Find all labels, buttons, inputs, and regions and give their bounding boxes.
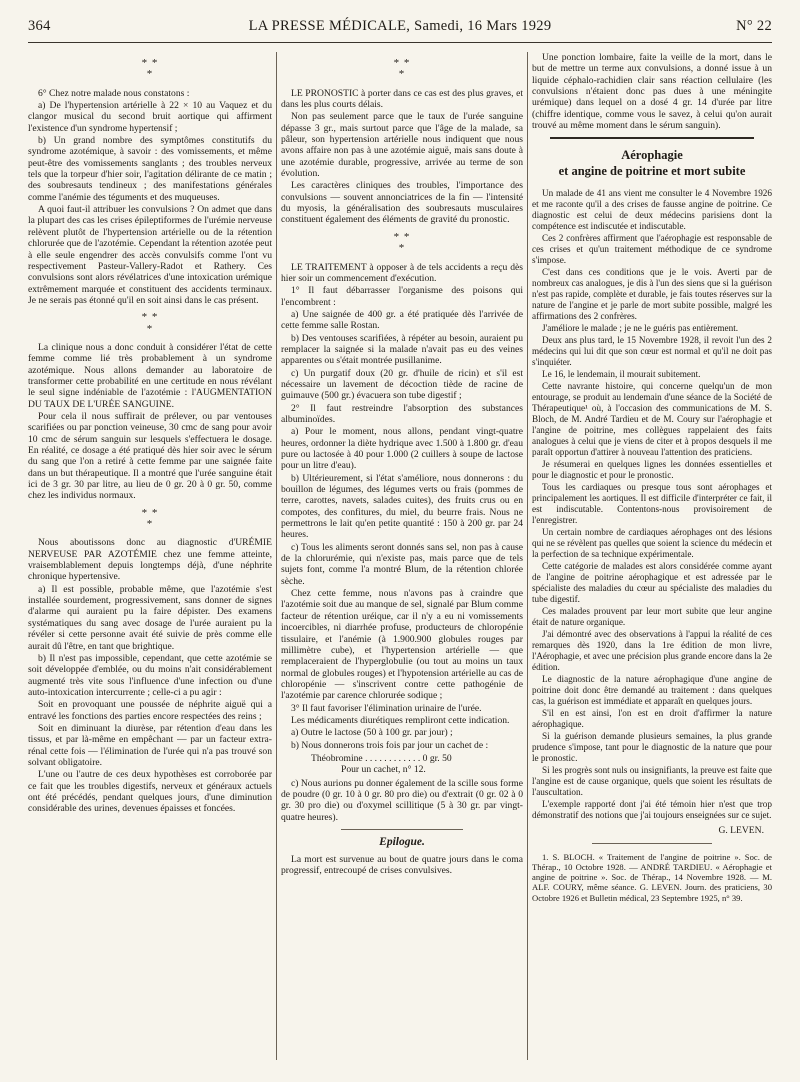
paragraph: Un certain nombre de cardiaques aérophages ont des lésions qui ne se révèlent pas quelles que soient la science du médecin et la perfection de sa technique expérimentale. — [532, 527, 772, 560]
paragraph: a) De l'hypertension artérielle à 22 × 10 au Vaquez et du clangor musical du second bruit aortique qui affirment l'existence d'un syndrome hypertensif ; — [28, 100, 272, 134]
paragraph: a) Une saignée de 400 gr. a été pratiquée dès l'arrivée de cette femme salle Rostan. — [281, 308, 523, 332]
column-3 — [532, 52, 772, 1060]
paragraph: a) Il est possible, probable même, que l'azotémie s'est installée sourdement, progressivement, sans donner de signes d'alarme qui auraient pu la faire dépister. Des examens systématiques du sang avec dosage de l'urée auraient pu la révéler si cette personne avait été suivie de près comme elle aurait dû l'être, en tant que brightique. — [28, 583, 272, 652]
paragraph: Je résumerai en quelques lignes les données essentielles et pour le diagnostic et pour le pronostic. — [532, 459, 772, 481]
paragraph: LE TRAITEMENT à opposer à de tels accidents a reçu dès hier soir un commencement d'exécution. — [281, 261, 523, 284]
asterism: * * * — [141, 57, 159, 81]
asterism: * * * — [393, 230, 411, 255]
paragraph: La clinique nous a donc conduit à considérer l'état de cette femme comme lié très probablement à un syndrome azotémique. Nous allons demander au laboratoire de transformer cette probabilité en une certitude en nous révélant le seul signe indéniable de l'azotémie : l'AUGMENTATION DU TAUX DE L'URÉE SANGUINE. — [28, 341, 272, 410]
paragraph: Si la guérison demande plusieurs semaines, la plus grande prudence s'impose, tant pour le diagnostic de la nature que pour le pronostic. — [532, 731, 772, 764]
journal-title: LA PRESSE MÉDICALE, Samedi, 16 Mars 1929 — [248, 18, 552, 34]
issue-number: N° 22 — [736, 18, 772, 34]
paragraph: a) Outre le lactose (50 à 100 gr. par jour) ; — [291, 727, 453, 739]
article-rule — [550, 137, 754, 139]
paragraph: J'améliore le malade ; je ne le guéris pas entièrement. — [542, 323, 739, 334]
paragraph: L'exemple rapporté dont j'ai été témoin hier n'est que trop démonstratif des notions que j'ai toujours enseignées sur ce sujet. — [532, 799, 772, 821]
paragraph: Le 16, le lendemain, il mourait subitement. — [542, 369, 701, 380]
paragraph: b) Nous donnerons trois fois par jour un cachet de : — [291, 739, 489, 751]
asterism: * * * — [393, 57, 411, 81]
paragraph: a) Pour le moment, nous allons, pendant vingt-quatre heures, ordonner la diète hydrique avec 1.500 à 1.800 gr. d'eau pure ou lactosée à 40 pour 1.000 (2 cuillers à soupe de lactose pour un litre d'eau). — [281, 426, 523, 472]
paragraph: Les caractères cliniques des troubles, l'importance des convulsions — souvent annonciatrices de la fin — l'intensité du myosis, la généralisation des soubresauts musculaires constituent également des éléments de gravité du pronostic. — [281, 180, 523, 226]
paragraph: Chez cette femme, nous n'avons pas à craindre que l'azotémie soit due au manque de sel, signalé par Blum comme facteur de rétention uréique, car il n'y a eu ni vomissements incoercibles, ni diarrhée profuse, producteurs de chloropénie tissulaire, et l'anémie (à 1.900.900 globules rouges par millimètre cube), et l'hypertension artérielle — que remplaceraient de l'hyperglobulie (ou tout au moins un taux normal de globules rouges) et l'hypotension artérielle au cas de chloropénie — s'inscrivent contre cette pathogénie de l'azotémie par carence chlorurée sodique ; — [281, 588, 523, 702]
paragraph: J'ai démontré avec des observations à l'appui la réalité de ces remarques dès 1920, dans la 1re édition de mon livre, l'Aérophagie, et avec une précision plus grande encore dans la 2e édition. — [532, 629, 772, 673]
prescription-line: Théobromine . . . . . . . . . . . . 0 gr. 50 — [311, 752, 452, 764]
column-divider — [527, 52, 528, 1060]
paragraph: S'il en est ainsi, l'on est en droit d'affirmer la nature aérophagique. — [532, 708, 772, 730]
page-number: 364 — [28, 18, 51, 34]
paragraph: Ces malades prouvent par leur mort subite que leur angine était de nature organique. — [532, 606, 772, 628]
paragraph: b) Un grand nombre des symptômes constitutifs du syndrome azotémique, à savoir : des vomissements, et même peut-être des vomissements sanglants ; des troubles nerveux tels que la torpeur d'hier soir, l'agitation délirante de ce matin ; des soubresauts tendineux ; des manifestations générales comme l'anémie des téguments et des muqueuses. — [28, 135, 272, 203]
asterism: * * * — [141, 506, 159, 531]
prescription-line: Pour un cachet, n° 12. — [341, 764, 426, 776]
paragraph: C'est dans ces conditions que je le vois. Averti par de nombreux cas analogues, je dis à l'un des siens que si la guérison n'est pas rapide, complète et durable, je fais toutes réserves sur la nature de l'angine et je parle de mort subite possible, malgré les affirmations des 2 confrères. — [532, 267, 772, 322]
paragraph: c) Tous les aliments seront donnés sans sel, non pas à cause de la chlorurémie, qui n'existe pas, mais parce que de tels sujets font, comme l'a montré Blum, de la rétention chlorée sèche. — [281, 541, 523, 587]
paragraph: Une ponction lombaire, faite la veille de la mort, dans le but de mettre un terme aux convulsions, a donné issue à un liquide céphalo-rachidien clair sans réaction cellulaire (les convulsions n'étaient donc pas dues à une méningite urémique) dans lequel on a dosé 4 gr. 14 d'urée par litre (chiffre identique, comme vous le savez, à celui qu'on aurait trouvé au même moment dans le sérum sanguin). — [532, 52, 772, 132]
paragraph: A quoi faut-il attribuer les convulsions ? On admet que dans la plupart des cas les crises épileptiformes de l'urémie nerveuse relèvent plutôt de l'hypertension artérielle ou de la rétention chlorurée que de l'azotémie. Cependant la rétention azotée peut à elle seule engendrer des accès convulsifs comme l'ont vu respectivement Pasteur-Vallery-Radot et Rathery. Ces convulsions sont alors révélatrices d'une intoxication urémique extrêmement marquée et constituent des accidents terminaux. Je ne serais pas étonné qu'il en soit ainsi dans le cas présent. — [28, 204, 272, 306]
paragraph: Un malade de 41 ans vient me consulter le 4 Novembre 1926 et me raconte qu'il a des crises de fausse angine de poitrine. Ce diagnostic est celui de deux médecins parisiens dont la compétence est indiscutée et indiscutable. — [532, 188, 772, 232]
section-rule — [341, 829, 463, 830]
paragraph: L'une ou l'autre de ces deux hypothèses est corroborée par ce fait que les troubles digestifs, nerveux et généraux actuels ont été précédés, pendant quelques jours, d'une diminution considérable des urines, devenues épaisses et foncées. — [28, 769, 272, 815]
article-title: Aérophagie et angine de poitrine et mort subite — [558, 148, 746, 179]
author-signature: G. LEVEN. — [718, 825, 764, 837]
asterism: * * * — [141, 311, 159, 335]
paragraph: LE PRONOSTIC à porter dans ce cas est des plus graves, et dans les plus courts délais. — [281, 87, 523, 111]
paragraph: b) Des ventouses scarifiées, à répéter au besoin, auraient pu remplacer la saignée si la malade n'avait pas eu des veines apparentes ou s'était montrée pusillanime. — [281, 332, 523, 367]
paragraph: b) Il n'est pas impossible, cependant, que cette azotémie se soit développée d'emblée, ou du moins n'ait considérablement augmenté très vite sous l'influence d'une infection ou d'une auto-intoxication intercurrente ; celle-ci a pu agir : — [28, 652, 272, 698]
footnote: 1. S. BLOCH. « Traitement de l'angine de poitrine ». Soc. de Thérap., 10 Octobre 1928. — ANDRÉ TARDIEU. « Aérophagie et angine de poitrine ». Soc. de Thérap., 14 Novembre 1928. — M. ALF. COURY, même séance. G. LEVEN. Journ. des praticiens, 30 Octobre 1926 et Bulletin médical, 23 Septembre 1925, n° 39. — [532, 851, 772, 903]
paragraph: 6° Chez notre malade nous constatons : — [38, 87, 190, 99]
paragraph: Tous les cardiaques ou presque tous sont aérophages et principalement les aortiques. Il est difficile d'interpréter ce fait, il est indiscutable. Contentons-nous provisoirement de l'enregistrer. — [532, 482, 772, 526]
paragraph: Non pas seulement parce que le taux de l'urée sanguine dépasse 3 gr., mais surtout parce que l'âge de la malade, sa pâleur, son hypertension artérielle nous indiquent que nous avons affaire non pas à une azotémie aiguë, mais sans doute à une azotémie durable, progressive, arrivée au terme de son évolution. — [281, 111, 523, 180]
paragraph: Pour cela il nous suffirait de prélever, ou par ventouses scarifiées ou par ponction veineuse, 30 cmc de sang pour avoir 10 cmc de sérum sanguin sur lesquels s'effectuera le dosage. En réalité, ce dosage a été pratiqué dès hier soir avec le sérum du sang que l'on a retiré à cette femme par une saignée faite dans un but thérapeutique. Il a montré que l'urée sanguine était ici de 3 gr. 30 par litre, au lieu de 0 gr. 20 à 0 gr. 50, comme chez les individus normaux. — [28, 410, 272, 502]
column-1 — [28, 52, 272, 1060]
column-divider — [276, 52, 277, 1060]
paragraph: Deux ans plus tard, le 15 Novembre 1928, il revoit l'un des 2 médecins qui lui dit que son cœur est normal et qu'il ne doit pas s'inquiéter. — [532, 335, 772, 368]
paragraph: Les médicaments diurétiques rempliront cette indication. — [291, 714, 510, 726]
paragraph: 3° Il faut favoriser l'élimination urinaire de l'urée. — [291, 702, 482, 714]
header-rule — [28, 42, 772, 43]
paragraph: b) Ultérieurement, si l'état s'améliore, nous donnerons : du bouillon de légumes, des légumes verts ou frais (pommes de terre, carottes, navets, salades cuites), des fruits crus ou en compotes, des confitures, du miel, du beurre frais. Nous ne permettrons le lait qu'en petite quantité : 150 à 200 gr. par 24 heures. — [281, 472, 523, 541]
paragraph: c) Nous aurions pu donner également de la scille sous forme de poudre (0 gr. 10 à 0 gr. 80 pro die) ou d'extrait (0 gr. 02 à 0 gr. 30 pro die) ou d'oxymel scillitique (5 à 30 gr. par vingt-quatre heures). — [281, 777, 523, 823]
footnote-rule — [592, 843, 712, 844]
paragraph: Le diagnostic de la nature aérophagique d'une angine de poitrine doit donc être demandé au traitement : dans quelques cas, la guérison est immédiate et apparaît en quelques jours. — [532, 674, 772, 707]
column-2 — [281, 52, 523, 1060]
paragraph: Nous aboutissons donc au diagnostic d'URÉMIE NERVEUSE PAR AZOTÉMIE chez une femme atteinte, vraisemblablement depuis longtemps déjà, d'une néphrite chronique hypertensive. — [28, 537, 272, 583]
paragraph: Cette catégorie de malades est alors considérée comme ayant de l'angine de poitrine aérophagique et est adressée par le spécialiste des maladies du cœur au spécialiste des maladies du tube digestif. — [532, 561, 772, 605]
paragraph: 2° Il faut restreindre l'absorption des substances albuminoïdes. — [281, 402, 523, 425]
paragraph: Soit en provoquant une poussée de néphrite aiguë qui a entravé les fonctions des parties encore respectées des reins ; — [28, 699, 272, 722]
paragraph: 1° Il faut débarrasser l'organisme des poisons qui l'encombrent : — [281, 285, 523, 308]
paragraph: La mort est survenue au bout de quatre jours dans le coma progressif, entrecoupé de crises convulsives. — [281, 854, 523, 877]
page-header — [28, 18, 772, 40]
paragraph: Cette navrante histoire, qui concerne quelqu'un de mon entourage, se produit au lendemain d'une séance de la Société de Thérapeutique¹ où, à l'occasion des communications de M. S. Bloch, de M. André Tardieu et de M. Coury sur l'aérophagie et l'angine de poitrine, mes collègues rappelaient des faits analogues à celui que je viens de citer et à propos desquels il me paraît opportun d'attirer à nouveau l'attention des praticiens. — [532, 381, 772, 458]
paragraph: Ces 2 confrères affirment que l'aérophagie est responsable de ces crises et qu'un traitement méthodique de ce syndrome s'impose. — [532, 233, 772, 266]
paragraph: Si les progrès sont nuls ou insignifiants, la preuve est faite que l'angine est de cause organique, quels que soient les résultats de l'auscultation. — [532, 765, 772, 798]
epilogue-title: Epilogue. — [379, 836, 425, 848]
paragraph: c) Un purgatif doux (20 gr. d'huile de ricin) et s'il est nécessaire un lavement de décoction tiède de racine de guimauve (500 gr.) évacuera son tube digestif ; — [281, 367, 523, 402]
paragraph: Soit en diminuant la diurèse, par rétention d'eau dans les tissus, et par là-même en empêchant — par un facteur extra-rénal cette fois — l'élimination de l'urée qui n'a pas trouvé son solvant obligatoire. — [28, 722, 272, 768]
